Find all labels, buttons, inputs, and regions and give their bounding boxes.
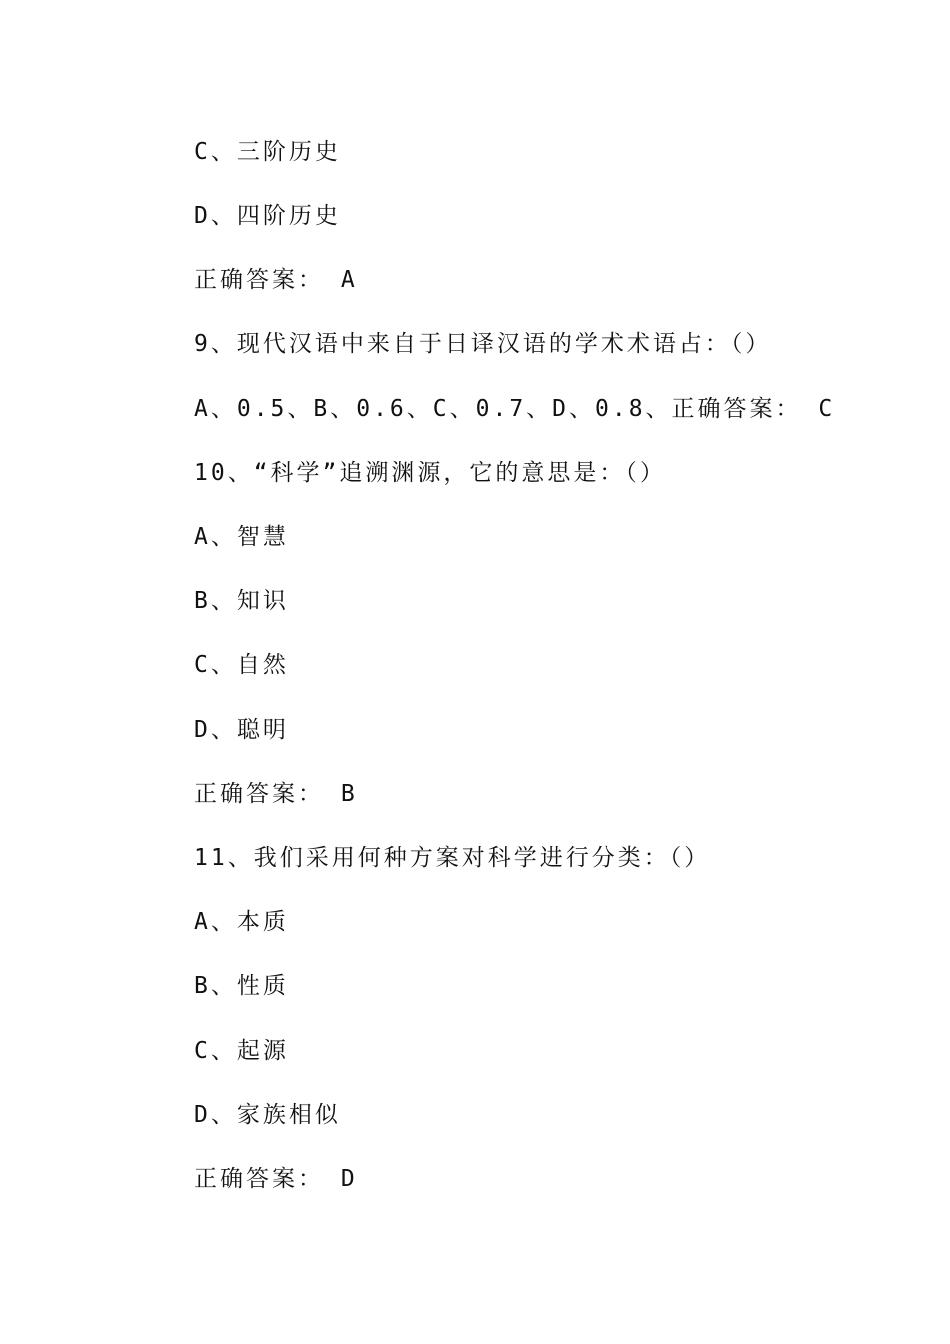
answer-line: 正确答案： D	[194, 1166, 358, 1192]
option-a: A、本质	[194, 909, 289, 935]
option-b: B、知识	[194, 588, 289, 614]
question-9-options-and-answer: A、0.5、B、0.6、C、0.7、D、0.8、正确答案： C	[194, 396, 836, 422]
option-b: B、性质	[194, 973, 289, 999]
option-c: C、三阶历史	[194, 139, 341, 165]
question-9: 9、现代汉语中来自于日译汉语的学术术语占：（）	[194, 331, 772, 357]
question-11: 11、我们采用何种方案对科学进行分类：（）	[194, 845, 711, 871]
option-d: D、家族相似	[194, 1102, 341, 1128]
option-d: D、聪明	[194, 717, 289, 743]
question-10: 10、“科学”追溯渊源，它的意思是：（）	[194, 460, 666, 486]
option-a: A、智慧	[194, 524, 289, 550]
option-c: C、起源	[194, 1038, 289, 1064]
option-c: C、自然	[194, 652, 289, 678]
answer-line: 正确答案： B	[194, 781, 358, 807]
answer-line: 正确答案： A	[194, 267, 358, 293]
option-d: D、四阶历史	[194, 203, 341, 229]
